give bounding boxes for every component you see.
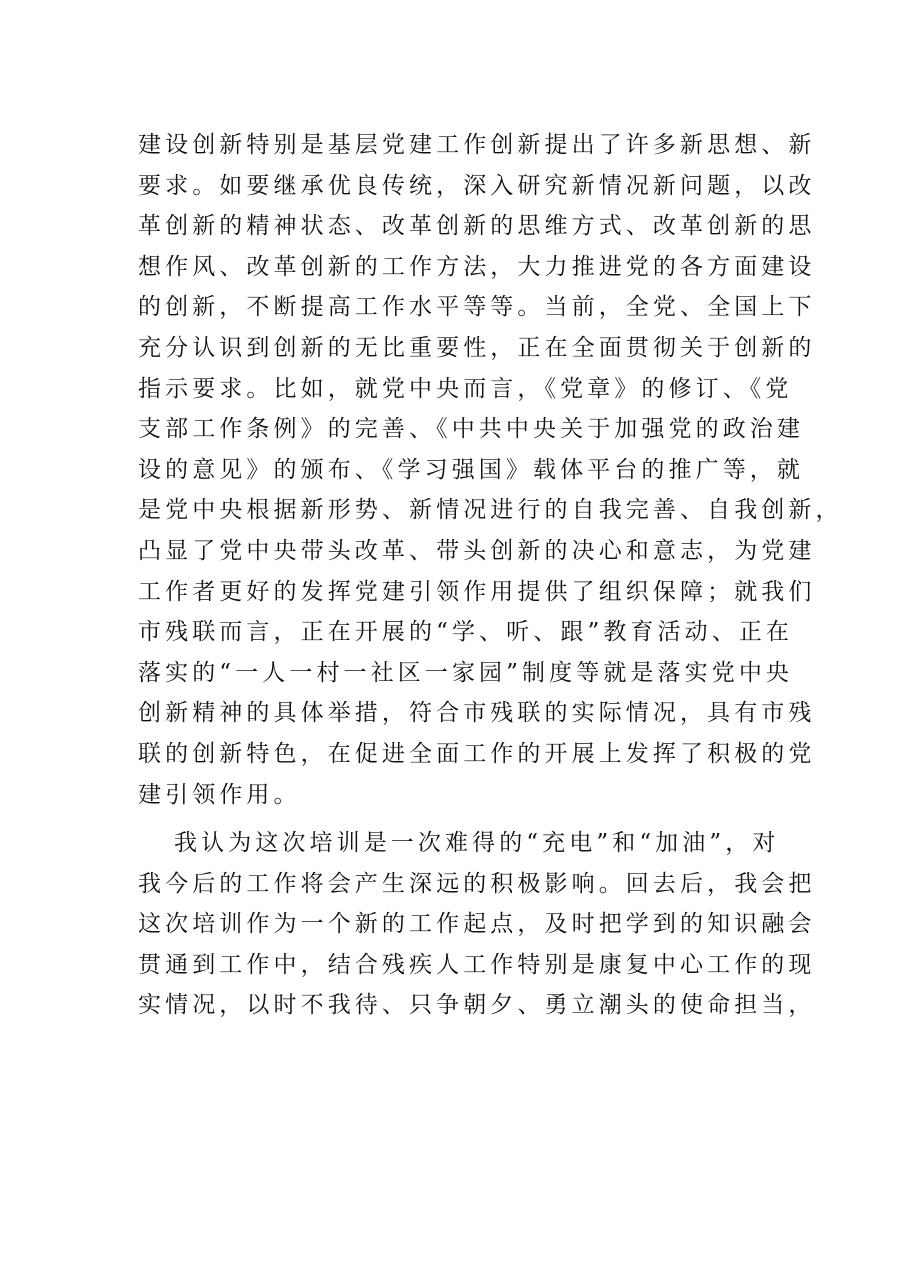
- text-line: 我今后的工作将会产生深远的积极影响。回去后，我会把: [138, 870, 816, 897]
- text-line: 是党中央根据新形势、新情况进行的自我完善、自我创新，: [138, 497, 843, 524]
- paragraph-1: [138, 125, 843, 815]
- text-line: 革创新的精神状态、改革创新的思维方式、改革创新的思: [138, 213, 816, 240]
- document-body: [138, 125, 843, 1026]
- text-line: 这次培训作为一个新的工作起点，及时把学到的知识融会: [138, 911, 816, 938]
- text-line: 支部工作条例》的完善、《中共中央关于加强党的政治建: [138, 416, 804, 443]
- text-line: 工作者更好的发挥党建引领作用提供了组织保障；就我们: [138, 578, 816, 605]
- paragraph-2: [138, 823, 816, 1026]
- text-line-indented: 我认为这次培训是一次难得的“充电”和“加油”，对: [174, 830, 780, 857]
- text-line: 创新精神的具体举措，符合市残联的实际情况，具有市残: [138, 700, 816, 727]
- text-line: 市残联而言，正在开展的“学、听、跟”教育活动、正在: [138, 619, 794, 646]
- text-line: 联的创新特色，在促进全面工作的开展上发挥了积极的党: [138, 740, 816, 767]
- text-line: 实情况，以时不我待、只争朝夕、勇立潮头的使命担当，: [138, 992, 816, 1019]
- text-line: 指示要求。比如，就党中央而言，《党章》的修订、《党: [138, 375, 793, 402]
- text-line: 贯通到工作中，结合残疾人工作特别是康复中心工作的现: [138, 951, 816, 978]
- text-line: 设的意见》的颁布、《学习强国》载体平台的推广等，就: [138, 456, 804, 483]
- text-line: 建设创新特别是基层党建工作创新提出了许多新思想、新: [138, 132, 816, 158]
- text-line: 建引领作用。: [138, 781, 301, 808]
- text-line: 想作风、改革创新的工作方法，大力推进党的各方面建设: [138, 253, 816, 280]
- text-line: 凸显了党中央带头改革、带头创新的决心和意志，为党建: [138, 537, 816, 564]
- text-line: 落实的“一人一村一社区一家园”制度等就是落实党中央: [138, 659, 794, 686]
- text-line: 要求。如要继承优良传统，深入研究新情况新问题，以改: [138, 172, 816, 199]
- text-line: 的创新，不断提高工作水平等等。当前，全党、全国上下: [138, 294, 816, 321]
- text-line: 充分认识到创新的无比重要性，正在全面贯彻关于创新的: [138, 334, 816, 361]
